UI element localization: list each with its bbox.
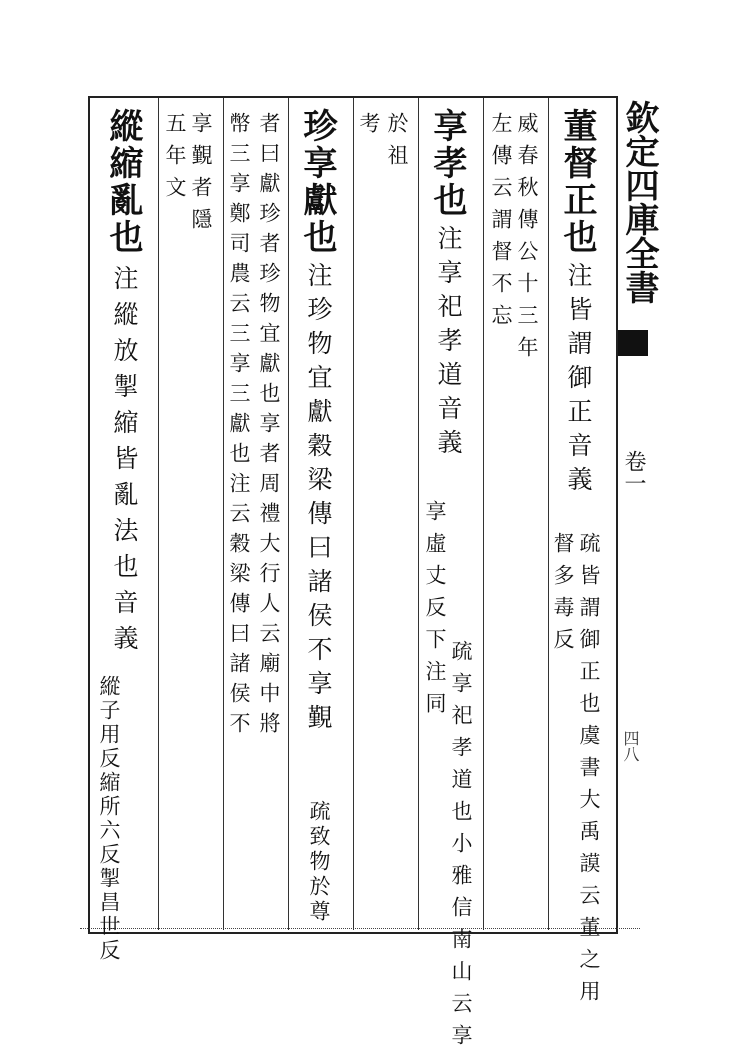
column-divider	[158, 98, 159, 930]
subcommentary-text: 幣三享鄭司農云三享三獻也注云穀梁傳曰諸侯不	[227, 112, 251, 742]
subcommentary-text: 享覲者隱	[189, 112, 213, 240]
column-divider	[288, 98, 289, 930]
subcommentary-text: 五年文	[163, 112, 187, 208]
phonetic-note: 享虛丈反下注同	[423, 500, 447, 724]
page-number: 四八	[621, 730, 640, 762]
entry-heading: 享孝也	[427, 108, 467, 219]
entry-heading: 董督正也	[557, 108, 597, 256]
phonetic-note: 督多毒反	[551, 532, 575, 660]
commentary-text: 左傳云謂督不忘	[489, 112, 513, 336]
commentary-text: 於祖	[385, 112, 409, 176]
commentary-text: 注皆謂御正音義	[564, 262, 593, 500]
subcommentary-text: 疏享祀孝道也小雅信南山云享	[449, 640, 473, 1056]
column-divider	[353, 98, 354, 930]
entry-heading: 珍享獻也	[297, 108, 337, 256]
commentary-text: 注珍物宜獻穀梁傳曰諸侯不享覲	[304, 262, 333, 738]
column-divider	[418, 98, 419, 930]
subcommentary-text: 疏皆謂御正也虞書大禹謨云董之用	[577, 532, 601, 1012]
entry-heading: 縱縮亂也	[103, 108, 143, 256]
phonetic-note: 縱子用反縮所六反掣昌世反	[97, 675, 121, 963]
fishtail-mark	[618, 330, 648, 356]
commentary-text: 注縱放掣縮皆亂法也音義	[110, 265, 139, 661]
volume-label: 卷一	[621, 450, 646, 494]
column-divider	[548, 98, 549, 930]
commentary-text: 考	[357, 112, 381, 144]
column-divider	[223, 98, 224, 930]
commentary-text: 威春秋傳公十三年	[515, 112, 539, 368]
subcommentary-text: 疏致物於尊	[307, 800, 331, 925]
commentary-text: 注享祀孝道音義	[434, 225, 463, 463]
book-title: 欽定四庫全書	[619, 100, 659, 304]
frame-right-border	[616, 96, 618, 932]
subcommentary-text: 者曰獻珍者珍物宜獻也享者周禮大行人云廟中將	[257, 112, 281, 742]
column-divider	[483, 98, 484, 930]
bottom-dotted-border	[80, 928, 640, 935]
